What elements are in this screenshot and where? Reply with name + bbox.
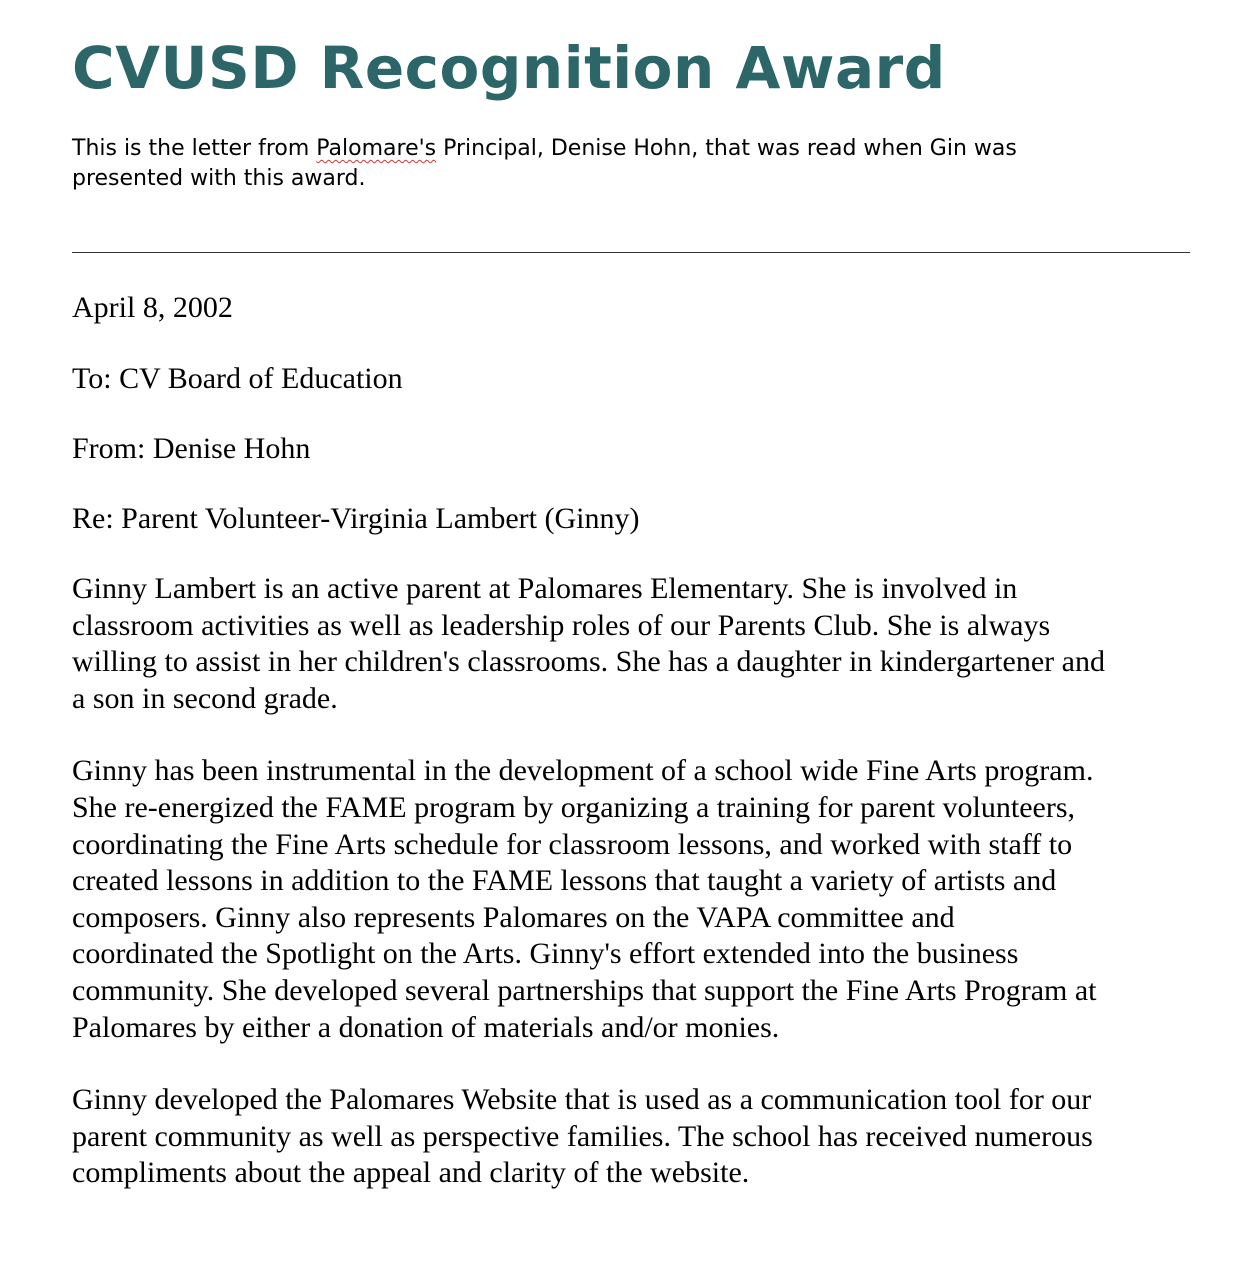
intro-text-rest: Principal, Denise Hohn, that was read when Gin was [436, 136, 1017, 161]
page-title: CVUSD Recognition Award [72, 34, 946, 102]
paragraph-line: community. She developed several partnerships that support the Fine Arts Program at [72, 973, 1097, 1007]
intro-text [72, 134, 1190, 194]
paragraph-line: She re-energized the FAME program by organizing a training for parent volunteers, [72, 790, 1076, 824]
paragraph-line: willing to assist in her children's classrooms. She has a daughter in kindergartener and [72, 645, 1105, 679]
paragraph-line: created lessons in addition to the FAME lessons that taught a variety of artists and [72, 864, 1057, 898]
intro-text-line2: presented with this award. [72, 166, 366, 191]
paragraph-line: classroom activities as well as leadership roles of our Parents Club. She is always [72, 608, 1051, 642]
letter-date: April 8, 2002 [72, 291, 233, 324]
paragraph-line: Ginny developed the Palomares Website that is used as a communication tool for our [72, 1083, 1092, 1117]
letter-paragraph-1 [72, 571, 1190, 717]
paragraph-line: Ginny Lambert is an active parent at Palomares Elementary. She is involved in [72, 572, 1018, 605]
intro-text-start: This is the letter from [72, 136, 317, 161]
misspelled-word[interactable]: Palomare's [316, 136, 437, 161]
letter-subject: Re: Parent Volunteer-Virginia Lambert (Ginny) [72, 502, 640, 535]
letter-to: To: CV Board of Education [72, 362, 403, 395]
paragraph-line: coordinating the Fine Arts schedule for classroom lessons, and worked with staff to [72, 827, 1073, 861]
letter-paragraph-3 [72, 1082, 1190, 1192]
paragraph-line: a son in second grade. [72, 681, 338, 715]
paragraph-line: Ginny has been instrumental in the development of a school wide Fine Arts program. [72, 754, 1094, 788]
paragraph-line: Palomares by either a donation of materials and/or monies. [72, 1010, 780, 1044]
paragraph-line: compliments about the appeal and clarity of the website. [72, 1156, 750, 1190]
letter-paragraph-2 [72, 753, 1190, 1046]
paragraph-line: coordinated the Spotlight on the Arts. Ginny's effort extended into the business [72, 937, 1019, 971]
horizontal-divider [72, 252, 1190, 253]
paragraph-line: composers. Ginny also represents Palomares on the VAPA committee and [72, 900, 955, 934]
letter-from: From: Denise Hohn [72, 432, 311, 465]
letter-body [72, 290, 1190, 1228]
paragraph-line: parent community as well as perspective families. The school has received numerous [72, 1119, 1093, 1153]
